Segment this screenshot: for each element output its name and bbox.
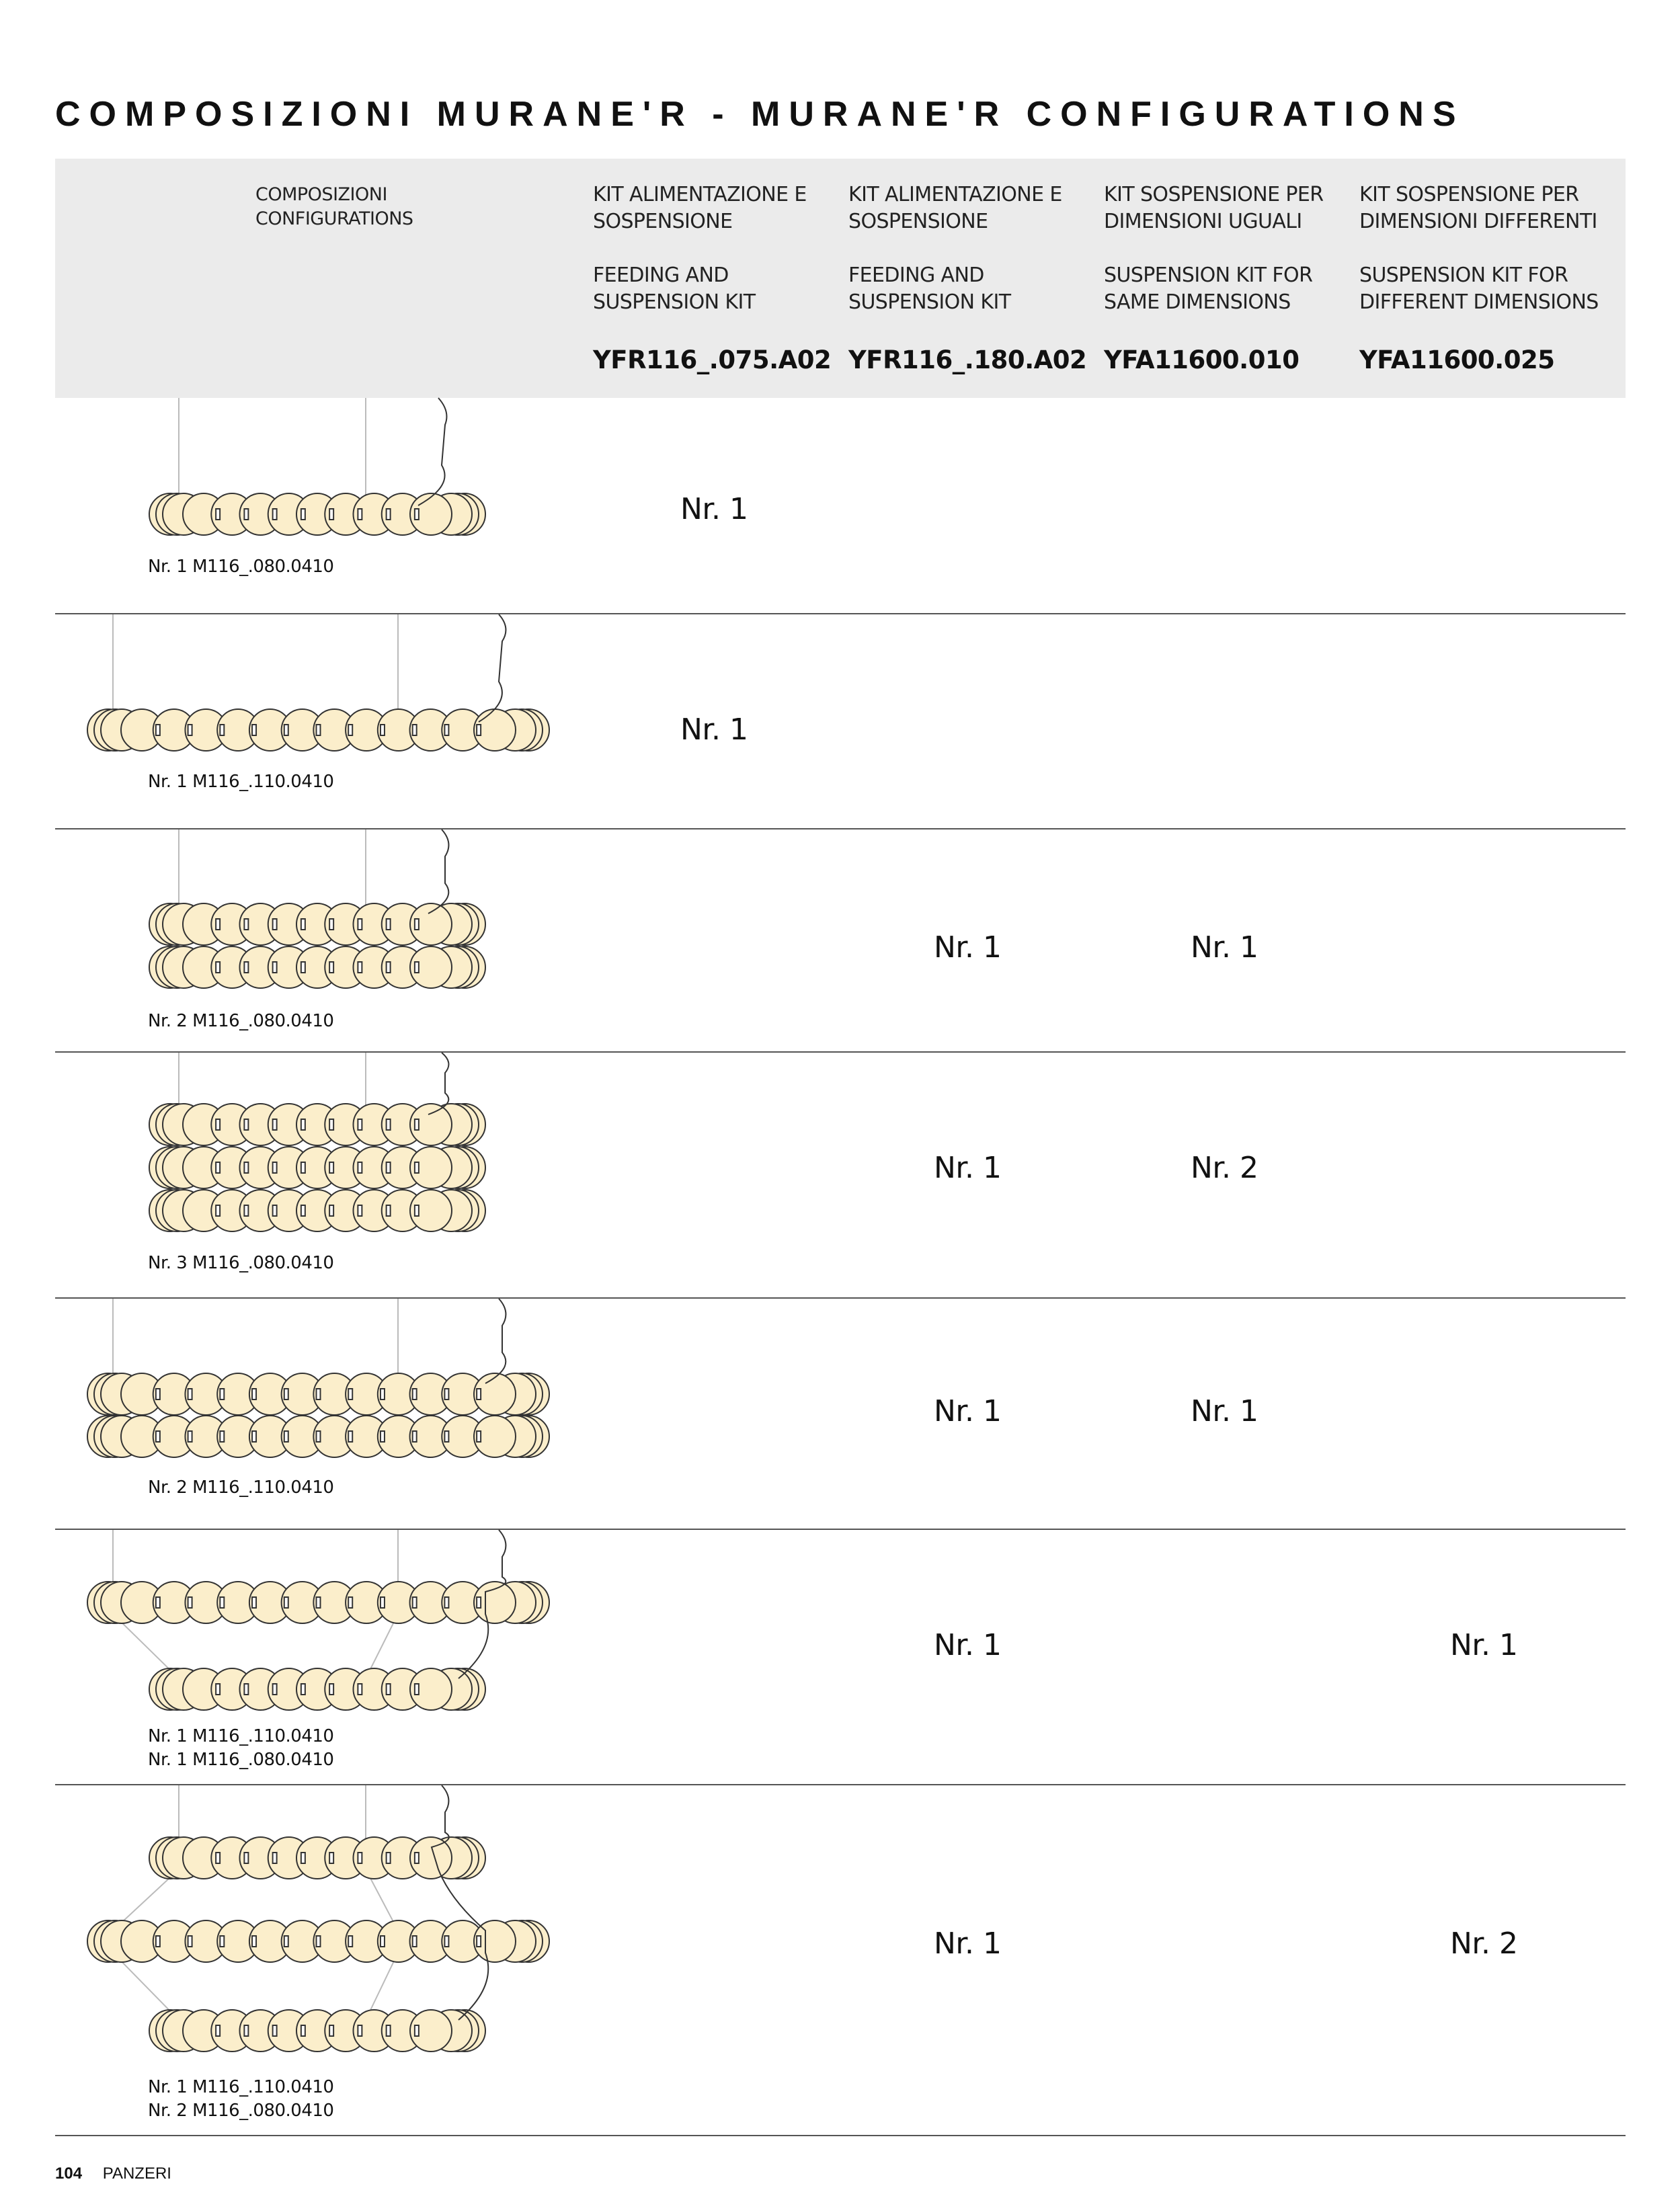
sphere-connector: [477, 1389, 481, 1400]
configuration-row: [55, 1785, 1626, 2136]
sphere-connector: [301, 509, 305, 520]
model-list: [148, 555, 333, 579]
configuration-row: [55, 1299, 1626, 1530]
sphere-connector: [477, 1936, 481, 1947]
sphere-connector: [252, 1597, 256, 1608]
sphere-connector: [284, 1597, 288, 1608]
sphere-connector: [348, 1597, 352, 1608]
sphere-connector: [329, 1853, 333, 1863]
kit-name-en: SUSPENSION KIT FOR SAME DIMENSIONS: [1104, 263, 1313, 314]
sphere-connector: [444, 725, 448, 735]
sphere-connector: [381, 1389, 385, 1400]
sphere-connector: [244, 1162, 248, 1173]
sphere-connector: [301, 1684, 305, 1695]
sphere-connector: [415, 1853, 419, 1863]
sphere-connector: [220, 1431, 224, 1442]
sphere-connector: [188, 1389, 192, 1400]
sphere-connector: [387, 1853, 391, 1863]
sphere-connector: [329, 1205, 333, 1216]
sphere-connector: [444, 1431, 448, 1442]
sphere-connector: [387, 509, 391, 520]
sphere-ring: [149, 1104, 485, 1145]
sphere-ring: [87, 709, 549, 751]
sphere-connector: [358, 509, 362, 520]
sphere-connector: [477, 725, 481, 735]
configuration-row: [55, 1053, 1626, 1299]
sphere-ring: [149, 946, 485, 988]
kit-column-header: [593, 181, 842, 316]
model-line: Nr. 3 M116_.080.0410: [148, 1253, 334, 1273]
lamp-drawing: [55, 398, 526, 614]
sphere-connector: [244, 919, 248, 930]
sphere-connector: [252, 1431, 256, 1442]
sphere-connector: [348, 1431, 352, 1442]
sphere-connector: [216, 1119, 220, 1130]
kit-code: YFA11600.010: [1104, 346, 1299, 374]
sphere-connector: [477, 1431, 481, 1442]
sphere-connector: [252, 1936, 256, 1947]
sphere-connector: [387, 1119, 391, 1130]
row-separator: [55, 2135, 1626, 2136]
model-line: Nr. 1 M116_.080.0410: [148, 1750, 334, 1770]
model-line: Nr. 2 M116_.080.0410: [148, 1011, 334, 1031]
sphere-connector: [220, 1389, 224, 1400]
sphere-connector: [284, 1431, 288, 1442]
model-list: [148, 1476, 333, 1500]
sphere-connector: [301, 1205, 305, 1216]
sphere-connector: [329, 1162, 333, 1173]
sphere-connector: [273, 1162, 277, 1173]
sphere-connector: [273, 962, 277, 973]
sphere-connector: [444, 1597, 448, 1608]
quantity-cell: Nr. 1: [934, 1628, 1002, 1662]
sphere-connector: [348, 725, 352, 735]
lamp-drawing: [55, 614, 566, 829]
power-cable: [479, 614, 506, 722]
model-line: Nr. 1 M116_.110.0410: [148, 2077, 334, 2097]
model-line: Nr. 2 M116_.080.0410: [148, 2101, 334, 2121]
sphere-connector: [329, 509, 333, 520]
kit-column-header: [848, 181, 1097, 316]
sphere-connector: [444, 1389, 448, 1400]
sphere-connector: [348, 1389, 352, 1400]
sphere-connector: [358, 1205, 362, 1216]
kit-code: YFA11600.025: [1359, 346, 1555, 374]
sphere-connector: [329, 1119, 333, 1130]
sphere-connector: [415, 919, 419, 930]
sphere-connector: [329, 1684, 333, 1695]
sphere-connector: [358, 1853, 362, 1863]
sphere-connector: [216, 509, 220, 520]
model-list: [148, 770, 333, 794]
power-cable: [485, 1299, 506, 1383]
kit-name-en: FEEDING AND SUSPENSION KIT: [848, 263, 1011, 314]
sphere-ring: [149, 1668, 485, 1710]
sphere-connector: [358, 962, 362, 973]
sphere-connector: [444, 1936, 448, 1947]
sphere-connector: [220, 1936, 224, 1947]
kit-column-header: [1359, 181, 1608, 316]
quantity-cell: Nr. 1: [934, 930, 1002, 965]
model-list: [148, 1010, 333, 1033]
sphere-connector: [358, 2025, 362, 2036]
sphere-connector: [244, 1853, 248, 1863]
sphere-connector: [252, 1389, 256, 1400]
kit-column-header: [1104, 181, 1353, 316]
sphere-connector: [381, 1936, 385, 1947]
sphere-connector: [415, 1119, 419, 1130]
sphere-ring: [149, 493, 485, 535]
quantity-cell: Nr. 2: [1450, 1927, 1518, 1961]
sphere-ring: [87, 1373, 549, 1415]
sphere-connector: [216, 1853, 220, 1863]
sphere-connector: [413, 725, 417, 735]
model-line: Nr. 1 M116_.080.0410: [148, 557, 334, 577]
kit-code: YFR116_.075.A02: [593, 346, 832, 374]
kit-name-it: KIT ALIMENTAZIONE E SOSPENSIONE: [848, 183, 1062, 233]
sphere-connector: [358, 1119, 362, 1130]
quantity-cell: Nr. 1: [680, 713, 748, 747]
sphere-connector: [252, 725, 256, 735]
sphere-connector: [156, 1597, 160, 1608]
sphere-connector: [415, 2025, 419, 2036]
quantity-cell: Nr. 1: [1450, 1628, 1518, 1662]
brand-name: PANZERI: [102, 2164, 171, 2183]
sphere-connector: [244, 509, 248, 520]
sphere-connector: [329, 919, 333, 930]
page-number: 104: [55, 2164, 83, 2183]
table-header: [55, 159, 1626, 398]
page-footer: [55, 2164, 171, 2183]
sphere-connector: [244, 1205, 248, 1216]
sphere-connector: [188, 1597, 192, 1608]
sphere-connector: [188, 1431, 192, 1442]
sphere-connector: [317, 1936, 321, 1947]
sphere-connector: [413, 1431, 417, 1442]
sphere-connector: [415, 1162, 419, 1173]
sphere-ring: [149, 2010, 485, 2052]
sphere-connector: [284, 1936, 288, 1947]
sphere-connector: [413, 1936, 417, 1947]
model-list: [148, 1725, 333, 1772]
quantity-cell: Nr. 1: [934, 1394, 1002, 1428]
kit-name-it: KIT SOSPENSIONE PER DIMENSIONI UGUALI: [1104, 183, 1324, 233]
kit-name-it: KIT SOSPENSIONE PER DIMENSIONI DIFFERENTI: [1359, 183, 1597, 233]
sphere-connector: [317, 1597, 321, 1608]
configuration-row: [55, 829, 1626, 1053]
sphere-connector: [273, 2025, 277, 2036]
model-list: [148, 1252, 333, 1275]
power-cable: [432, 1785, 488, 2020]
quantity-cell: Nr. 1: [680, 492, 748, 526]
sphere-connector: [273, 1684, 277, 1695]
sphere-connector: [156, 725, 160, 735]
sphere-connector: [301, 1119, 305, 1130]
sphere-connector: [415, 962, 419, 973]
model-line: Nr. 1 M116_.110.0410: [148, 772, 334, 792]
kit-name-en: FEEDING AND SUSPENSION KIT: [593, 263, 756, 314]
sphere-connector: [220, 725, 224, 735]
sphere-ring: [87, 1582, 549, 1623]
sphere-connector: [329, 962, 333, 973]
sphere-connector: [413, 1597, 417, 1608]
sphere-ring: [149, 1190, 485, 1231]
power-cable: [428, 829, 448, 914]
sphere-connector: [301, 1853, 305, 1863]
sphere-connector: [381, 1597, 385, 1608]
sphere-connector: [329, 2025, 333, 2036]
sphere-connector: [301, 2025, 305, 2036]
compositions-label: COMPOSIZIONI CONFIGURATIONS: [255, 184, 413, 229]
sphere-connector: [156, 1389, 160, 1400]
sphere-ring: [87, 1416, 549, 1457]
sphere-connector: [273, 1205, 277, 1216]
sphere-connector: [216, 1684, 220, 1695]
sphere-connector: [220, 1597, 224, 1608]
sphere-connector: [273, 1119, 277, 1130]
sphere-connector: [244, 2025, 248, 2036]
sphere-connector: [348, 1936, 352, 1947]
sphere-connector: [387, 1205, 391, 1216]
sphere-connector: [273, 1853, 277, 1863]
quantity-cell: Nr. 2: [1191, 1151, 1258, 1185]
configuration-row: [55, 614, 1626, 829]
configuration-row: [55, 1530, 1626, 1785]
sphere-connector: [381, 725, 385, 735]
kit-name-en: SUSPENSION KIT FOR DIFFERENT DIMENSIONS: [1359, 263, 1599, 314]
sphere-connector: [381, 1431, 385, 1442]
sphere-ring: [87, 1920, 549, 1962]
quantity-cell: Nr. 1: [1191, 1394, 1258, 1428]
sphere-connector: [358, 919, 362, 930]
sphere-connector: [216, 1162, 220, 1173]
compositions-header: [255, 183, 413, 231]
sphere-connector: [387, 2025, 391, 2036]
sphere-connector: [301, 962, 305, 973]
sphere-connector: [413, 1389, 417, 1400]
power-cable: [418, 398, 446, 505]
sphere-connector: [244, 1684, 248, 1695]
kit-code: YFR116_.180.A02: [848, 346, 1087, 374]
sphere-connector: [301, 919, 305, 930]
sphere-connector: [387, 962, 391, 973]
sphere-connector: [284, 1389, 288, 1400]
quantity-cell: Nr. 1: [934, 1151, 1002, 1185]
sphere-connector: [317, 1389, 321, 1400]
sphere-connector: [216, 962, 220, 973]
sphere-connector: [244, 1119, 248, 1130]
sphere-connector: [358, 1162, 362, 1173]
model-line: Nr. 1 M116_.110.0410: [148, 1726, 334, 1746]
sphere-connector: [301, 1162, 305, 1173]
sphere-connector: [317, 725, 321, 735]
sphere-connector: [387, 1162, 391, 1173]
sphere-connector: [387, 919, 391, 930]
sphere-connector: [358, 1684, 362, 1695]
model-list: [148, 2076, 333, 2123]
sphere-connector: [188, 1936, 192, 1947]
sphere-connector: [415, 1684, 419, 1695]
quantity-cell: Nr. 1: [934, 1927, 1002, 1961]
sphere-connector: [273, 509, 277, 520]
sphere-connector: [415, 509, 419, 520]
sphere-connector: [156, 1936, 160, 1947]
quantity-cell: Nr. 1: [1191, 930, 1258, 965]
sphere-connector: [156, 1431, 160, 1442]
sphere-connector: [216, 1205, 220, 1216]
sphere-ring: [149, 1147, 485, 1188]
kit-name-it: KIT ALIMENTAZIONE E SOSPENSIONE: [593, 183, 807, 233]
page-title: COMPOSIZIONI MURANE'R - MURANE'R CONFIGURATIONS: [55, 95, 1465, 134]
sphere-connector: [273, 919, 277, 930]
sphere-connector: [216, 2025, 220, 2036]
sphere-connector: [387, 1684, 391, 1695]
sphere-connector: [477, 1597, 481, 1608]
sphere-connector: [216, 919, 220, 930]
sphere-connector: [415, 1205, 419, 1216]
sphere-connector: [188, 725, 192, 735]
sphere-connector: [317, 1431, 321, 1442]
sphere-connector: [284, 725, 288, 735]
sphere-connector: [244, 962, 248, 973]
model-line: Nr. 2 M116_.110.0410: [148, 1477, 334, 1498]
configuration-row: [55, 398, 1626, 614]
